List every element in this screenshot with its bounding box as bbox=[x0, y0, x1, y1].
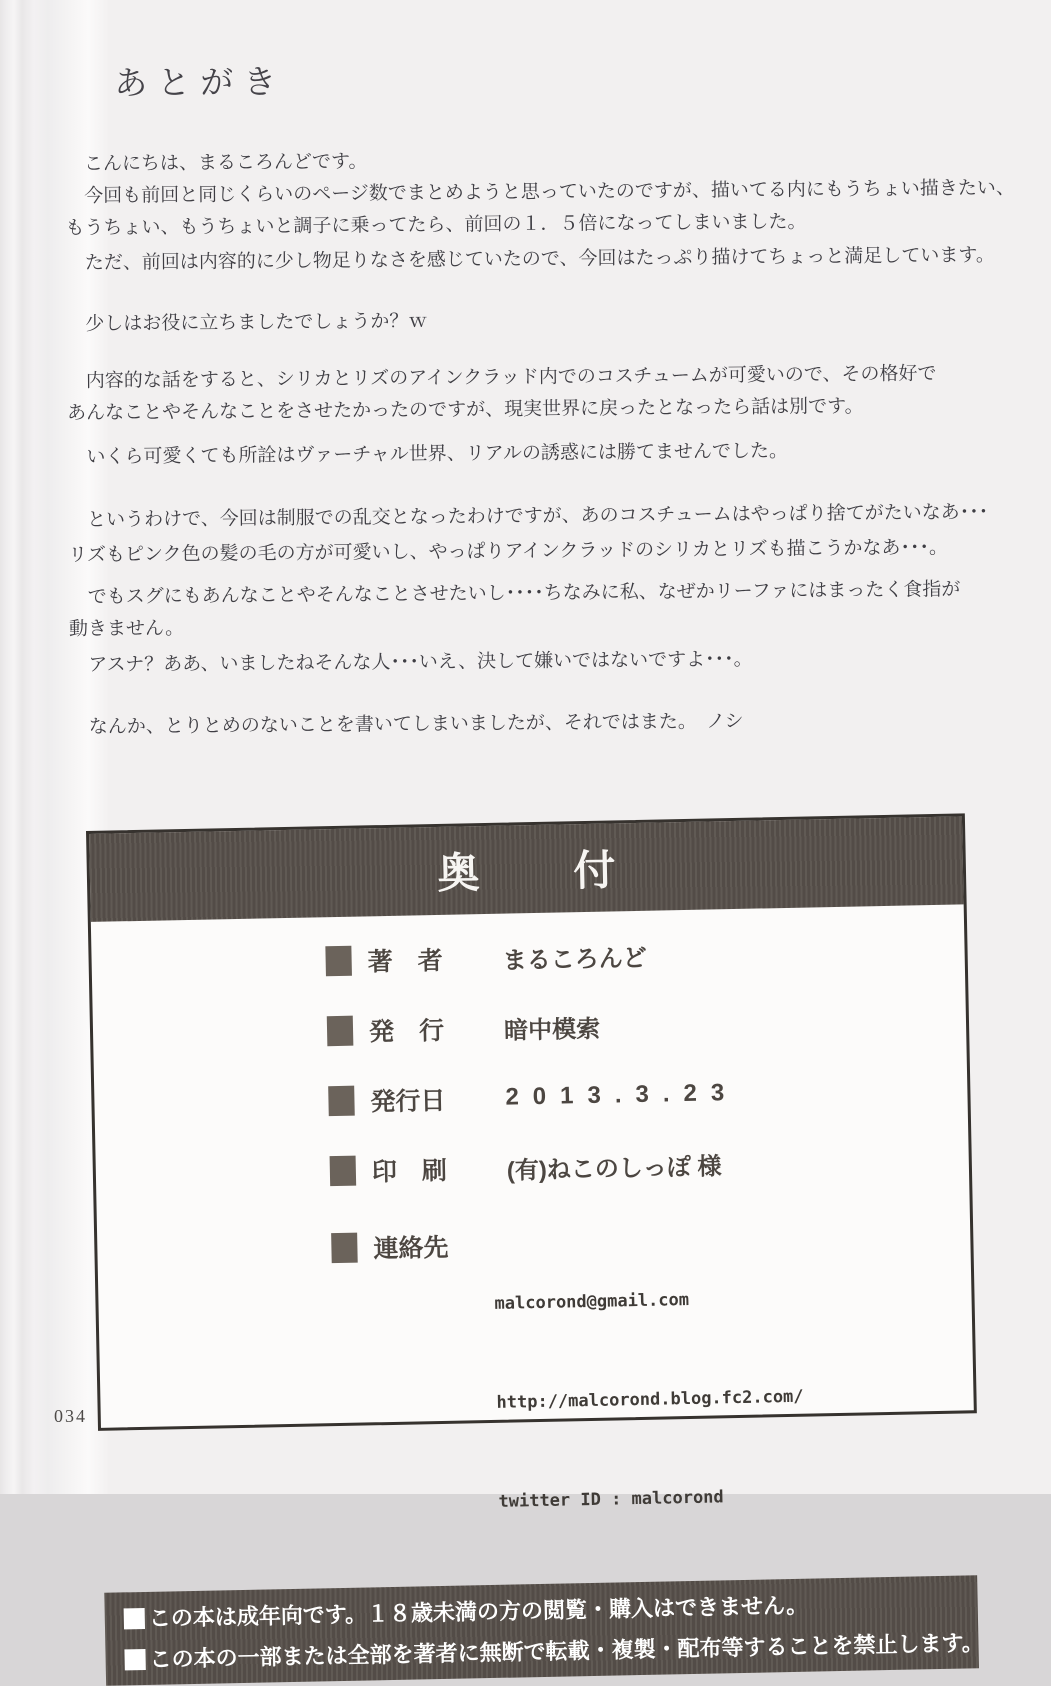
bullet-square-icon bbox=[331, 1233, 358, 1264]
bullet-square-icon bbox=[124, 1608, 145, 1629]
row-label: 発行日 bbox=[370, 1086, 446, 1117]
contact-blog-url: http://malcorond.blog.fc2.com/ bbox=[496, 1386, 804, 1413]
row-value: (有)ねこのしっぽ 様 bbox=[506, 1152, 722, 1185]
afterword-line: 動きません。 bbox=[68, 617, 185, 640]
row-label: 発 行 bbox=[368, 1016, 445, 1047]
afterword-line: 今回も前回と同じくらいのページ数でまとめようと思っていたのですが、描いてる内にもうちょい描きたい、 bbox=[65, 177, 1015, 207]
notice-bar bbox=[104, 1575, 984, 1686]
bullet-square-icon bbox=[330, 1156, 357, 1187]
afterword-line: というわけで、今回は制服での乱交となったわけですが、あのコスチュームはやっぱり捨てがたいなあ･･･ bbox=[67, 501, 989, 531]
afterword-line: ただ、前回は内容的に少し物足りなさを感じていたので、今回はたっぷり描けてちょっと満足しています。 bbox=[65, 244, 995, 274]
row-value: 暗中模索 bbox=[503, 1015, 601, 1045]
row-value: まるころんど bbox=[502, 944, 647, 975]
bullet-square-icon bbox=[328, 1086, 355, 1117]
afterword-line: でもスグにもあんなことやそんなことさせたいし････ちなみに私、なぜかリーファにはまったく食指が bbox=[68, 579, 961, 608]
colophon-row-publisher bbox=[327, 1002, 967, 1047]
bullet-square-icon bbox=[327, 1016, 354, 1047]
row-label: 著 者 bbox=[367, 946, 443, 977]
row-label: 連絡先 bbox=[373, 1233, 449, 1264]
afterword-line: アスナ？ああ、いましたねそんな人･･･いえ、決して嫌いではないですよ･･･。 bbox=[69, 649, 753, 676]
colophon-row-author bbox=[325, 932, 965, 977]
bullet-square-icon bbox=[325, 946, 352, 977]
colophon-table bbox=[91, 904, 977, 1592]
notice-text: この本は成年向です。１８歳未満の方の閲覧・購入はできません。 bbox=[148, 1592, 809, 1631]
afterword-line: いくら可愛くても所詮はヴァーチャル世界、リアルの誘惑には勝てませんでした。 bbox=[67, 440, 789, 468]
colophon-row-contact bbox=[331, 1212, 977, 1588]
bullet-square-icon bbox=[124, 1649, 145, 1670]
row-value: 2013.3.23 bbox=[505, 1078, 739, 1111]
row-label: 印 刷 bbox=[371, 1156, 448, 1187]
afterword-line: 少しはお役に立ちましたでしょうか？ｗ bbox=[66, 310, 428, 335]
afterword-line: 内容的な話をすると、シリカとリズのアインクラッド内でのコスチュームが可愛いので、その格好で bbox=[66, 363, 937, 392]
afterword-body bbox=[65, 141, 1035, 744]
colophon-row-publish-date bbox=[328, 1072, 968, 1117]
colophon-title: 奥 付 bbox=[436, 845, 642, 897]
afterword-title: あとがき bbox=[114, 63, 287, 102]
notice-text: この本の一部または全部を著者に無断で転載・複製・配布等することを禁止します。 bbox=[149, 1630, 984, 1672]
page-number: 034 bbox=[54, 1406, 87, 1426]
colophon-box bbox=[86, 813, 984, 1672]
afterword-line: あんなことやそんなことをさせたかったのですが、現実世界に戻ったとなったら話は別です。 bbox=[67, 396, 864, 424]
afterword-line: リズもピンク色の髪の毛の方が可愛いし、やっぱりアインクラッドのシリカとリズも描こうかなあ･･･。 bbox=[68, 537, 949, 566]
afterword-section bbox=[64, 50, 1035, 744]
contact-email: malcorond@gmail.com bbox=[494, 1289, 690, 1314]
contact-twitter-id: twitter ID : malcorond bbox=[498, 1487, 724, 1512]
contact-values bbox=[493, 1216, 807, 1585]
colophon-row-printer bbox=[330, 1142, 970, 1187]
afterword-line: もうちょい、もうちょいと調子に乗ってたら、前回の１．５倍になってしまいました。 bbox=[65, 211, 807, 239]
afterword-line: こんにちは、まるころんどです。 bbox=[64, 151, 368, 175]
afterword-line: なんか、とりとめのないことを書いてしまいましたが、それではまた。 ノシ bbox=[69, 711, 744, 738]
